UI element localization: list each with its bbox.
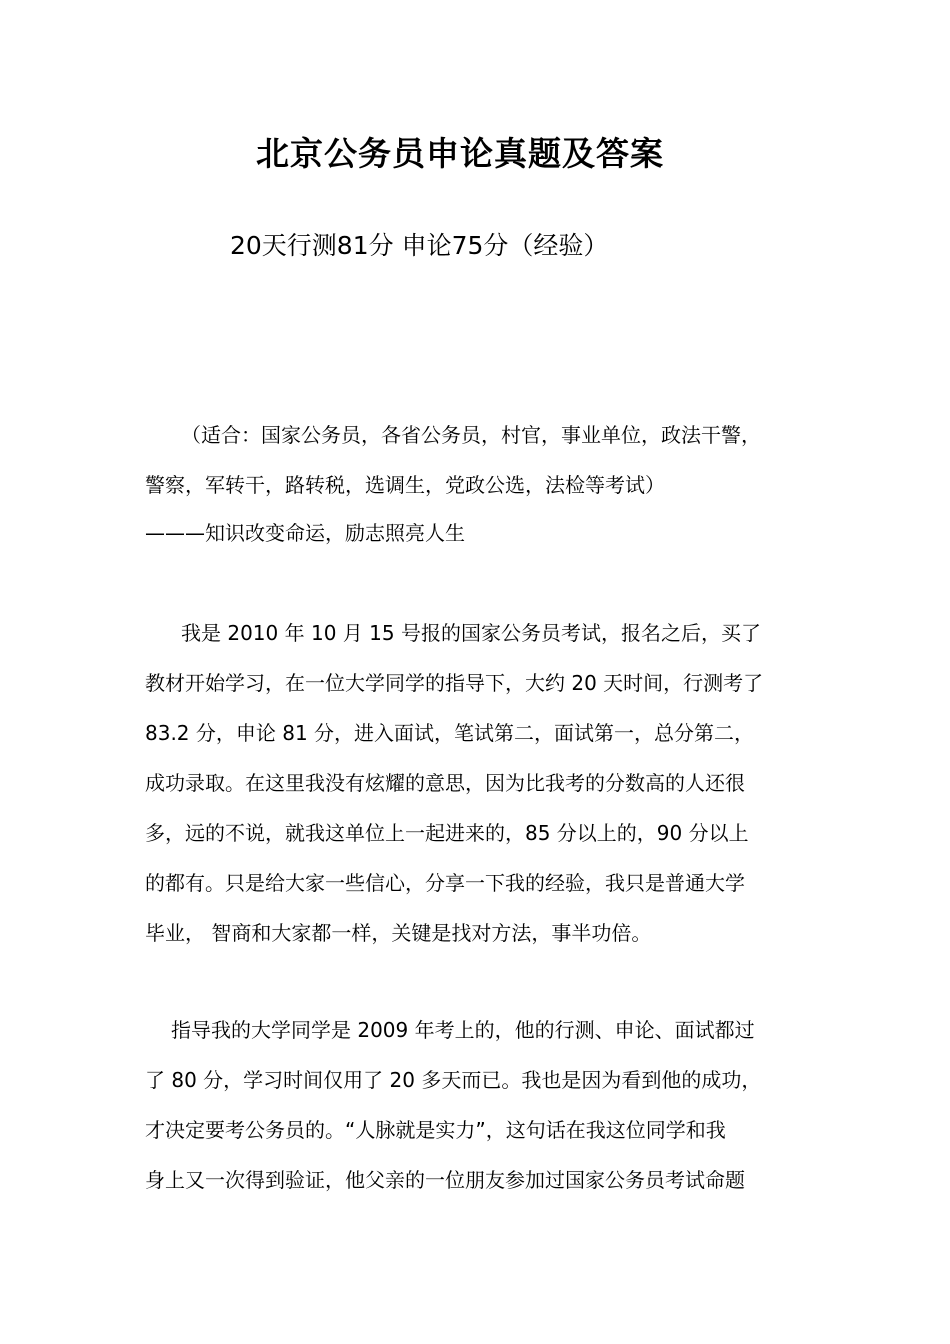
text-line: 才决定要考公务员的。“人脉就是实力”，这句话在我这位同学和我 xyxy=(145,1118,726,1142)
paragraph-classmate xyxy=(145,1005,815,1205)
text-line: 多，远的不说，就我这单位上一起进来的，85 分以上的，90 分以上 xyxy=(145,821,749,845)
text-line: 成功录取。在这里我没有炫耀的意思，因为比我考的分数高的人还很 xyxy=(145,771,745,795)
document-subtitle: 20天行测81分 申论75分（经验） xyxy=(230,231,609,260)
text-line: ———知识改变命运，励志照亮人生 xyxy=(145,521,465,545)
text-line: 的都有。只是给大家一些信心，分享一下我的经验，我只是普通大学 xyxy=(145,871,745,895)
motto xyxy=(145,508,815,558)
text-line: 身上又一次得到验证，他父亲的一位朋友参加过国家公务员考试命题 xyxy=(145,1168,745,1192)
text-line: 指导我的大学同学是 2009 年考上的，他的行测、申论、面试都过 xyxy=(171,1018,755,1042)
document-title: 北京公务员申论真题及答案 xyxy=(256,134,664,173)
applicable-exams-note xyxy=(145,410,815,510)
text-line: 我是 2010 年 10 月 15 号报的国家公务员考试，报名之后，买了 xyxy=(181,621,761,645)
text-line: （适合：国家公务员，各省公务员，村官，事业单位，政法干警， xyxy=(181,423,761,447)
text-line: 毕业， 智商和大家都一样，关键是找对方法，事半功倍。 xyxy=(145,921,652,945)
text-line: 警察，军转干，路转税，选调生，党政公选，法检等考试） xyxy=(145,473,665,497)
text-line: 教材开始学习，在一位大学同学的指导下，大约 20 天时间，行测考了 xyxy=(145,671,764,695)
paragraph-experience xyxy=(145,608,815,958)
text-line: 了 80 分，学习时间仅用了 20 多天而已。我也是因为看到他的成功， xyxy=(145,1068,762,1092)
text-line: 83.2 分，申论 81 分，进入面试，笔试第二，面试第一，总分第二， xyxy=(145,721,755,745)
